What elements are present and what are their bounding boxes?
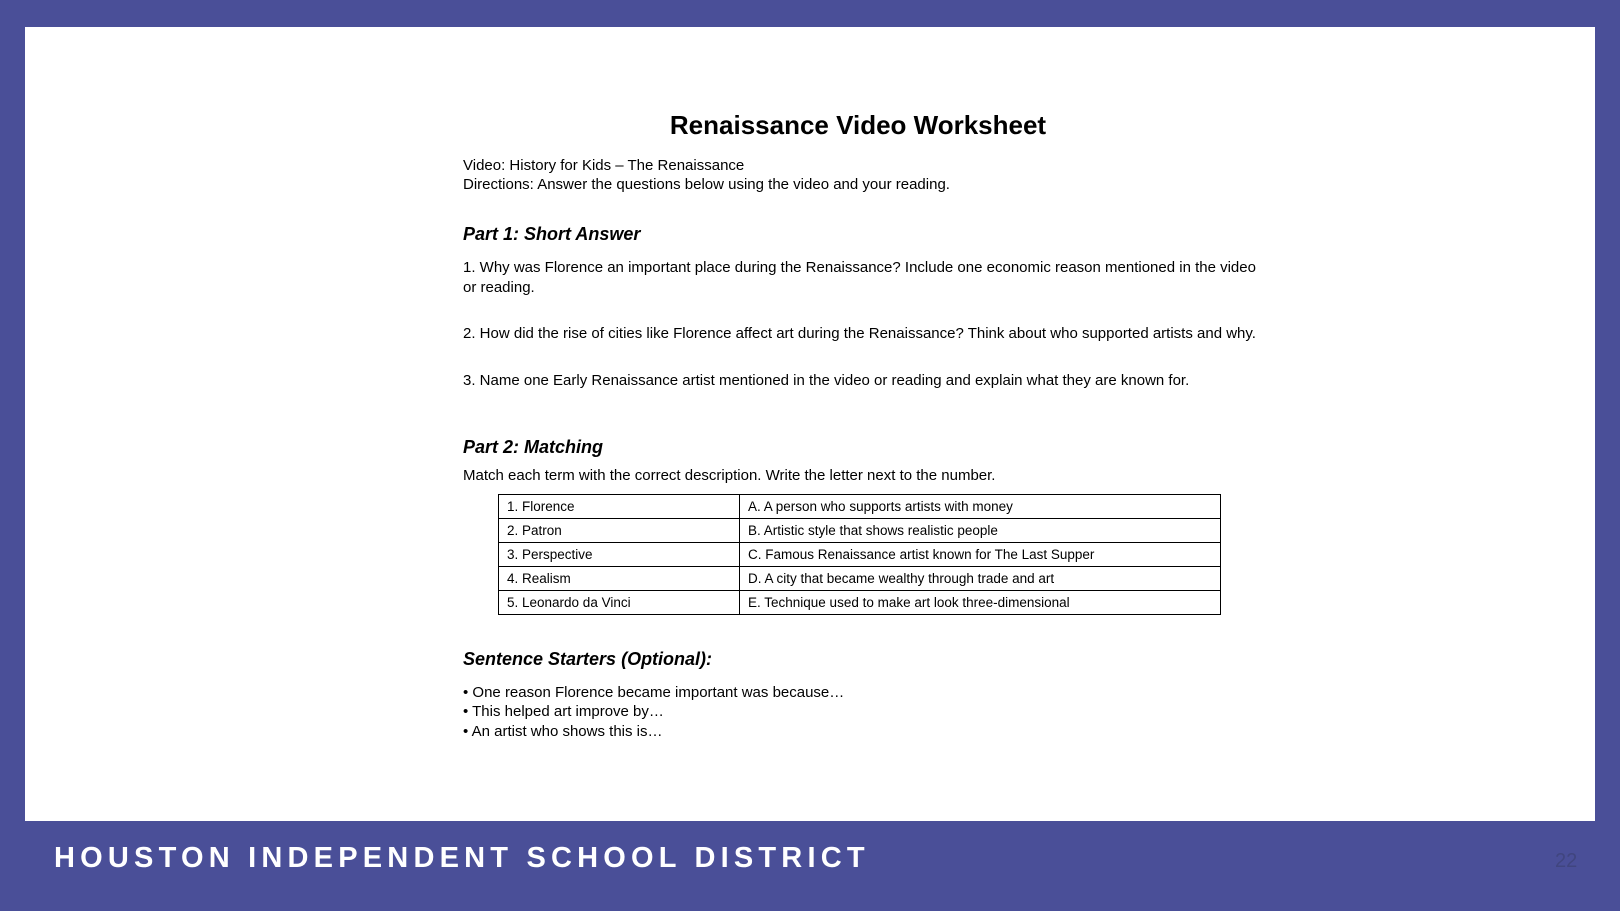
part2-heading: Part 2: Matching (463, 437, 604, 457)
description-cell: A. A person who supports artists with money (740, 495, 1221, 519)
page-number: 22 (1555, 850, 1578, 872)
worksheet-title: Renaissance Video Worksheet (669, 110, 1047, 140)
starters-heading: Sentence Starters (Optional): (463, 649, 713, 669)
matching-instructions: Match each term with the correct description. Write the letter next to the number. (463, 467, 996, 484)
description-cell: C. Famous Renaissance artist known for The Last Supper (740, 543, 1221, 567)
term-cell: 2. Patron (499, 519, 740, 543)
starter-item: • One reason Florence became important was because… (463, 684, 845, 701)
directions-line: Directions: Answer the questions below using the video and your reading. (463, 176, 950, 193)
term-cell: 3. Perspective (499, 543, 740, 567)
district-name: HOUSTON INDEPENDENT SCHOOL DISTRICT (54, 842, 870, 874)
slide-page (25, 27, 1595, 821)
video-line: Video: History for Kids – The Renaissance (463, 157, 745, 174)
table-row (499, 591, 1221, 615)
term-cell: 1. Florence (499, 495, 740, 519)
description-cell: B. Artistic style that shows realistic people (740, 519, 1221, 543)
matching-table (498, 494, 1221, 615)
table-row (499, 519, 1221, 543)
question-3: 3. Name one Early Renaissance artist mentioned in the video or reading and explain what they are known for. (463, 372, 1190, 389)
table-row (499, 495, 1221, 519)
starter-item: • An artist who shows this is… (463, 723, 663, 740)
description-cell: D. A city that became wealthy through trade and art (740, 567, 1221, 591)
term-cell: 4. Realism (499, 567, 740, 591)
table-row (499, 543, 1221, 567)
term-cell: 5. Leonardo da Vinci (499, 591, 740, 615)
question-2: 2. How did the rise of cities like Florence affect art during the Renaissance? Think about who supported artists and why. (463, 325, 1256, 342)
part1-heading: Part 1: Short Answer (463, 224, 641, 244)
table-row (499, 567, 1221, 591)
description-cell: E. Technique used to make art look three-dimensional (740, 591, 1221, 615)
question-1: 1. Why was Florence an important place during the Renaissance? Include one economic reason mentioned in the video or reading. (463, 259, 1256, 296)
starter-item: • This helped art improve by… (463, 703, 664, 720)
